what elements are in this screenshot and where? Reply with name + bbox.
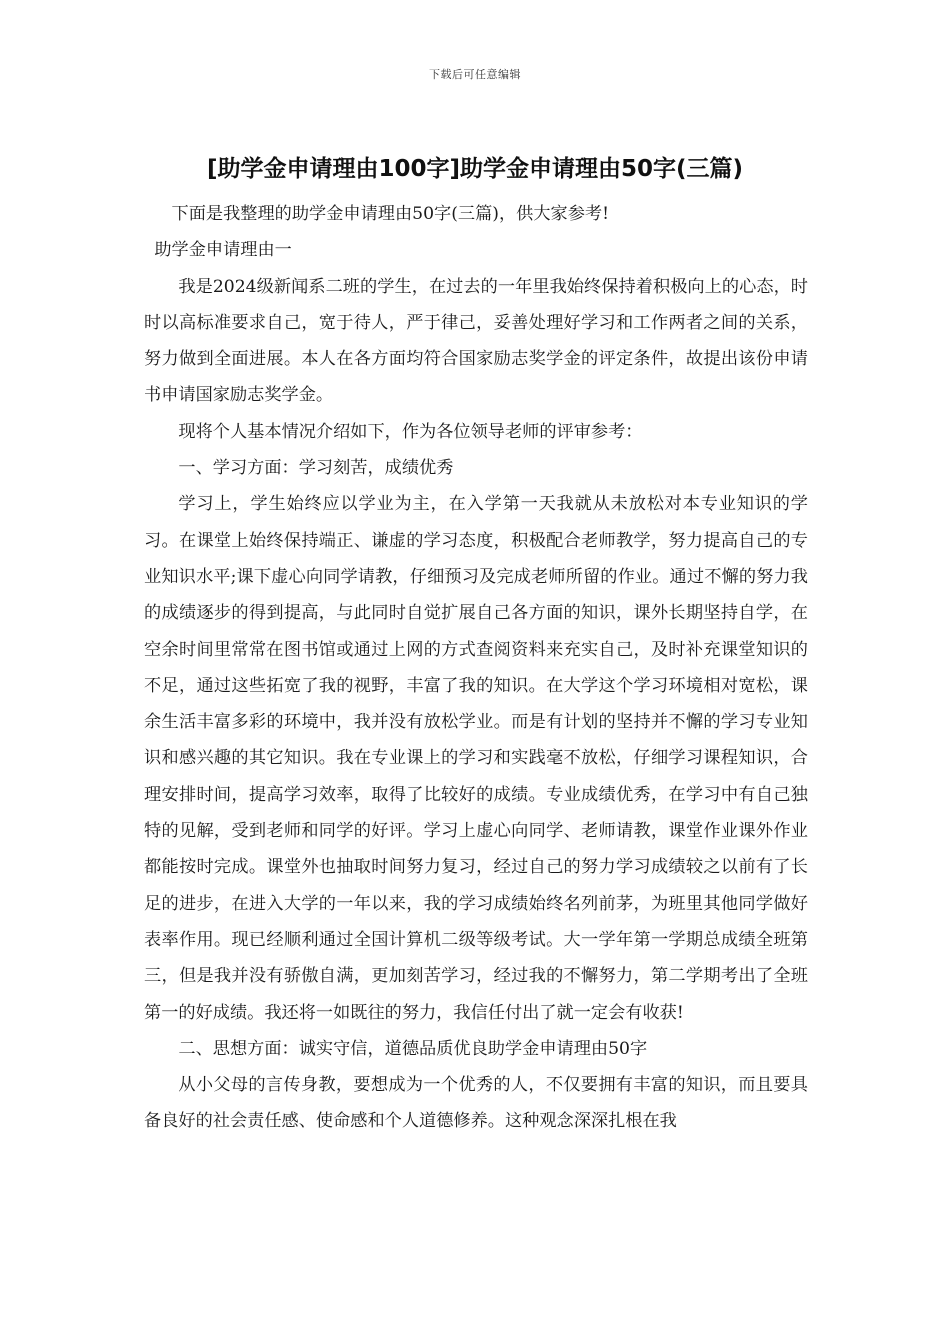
section-heading-1: 助学金申请理由一: [154, 240, 292, 261]
document-body: [144, 196, 808, 1140]
intro-paragraph: 下面是我整理的助学金申请理由50字(三篇)，供大家参考!: [171, 204, 610, 224]
subheading-study: 一、学习方面：学习刻苦，成绩优秀: [178, 458, 454, 479]
paragraph-2: 现将个人基本情况介绍如下，作为各位领导老师的评审参考：: [178, 421, 643, 442]
paragraph-3: 学习上，学生始终应以学业为主，在入学第一天我就从未放松对本专业知识的学习。在课堂上始终保持端正、谦虚的学习态度，积极配合老师教学，努力提高自己的专业知识水平;课下虚心向同学请教，仔细预习及完成老师所留的作业。通过不懈的努力我的成绩逐步的得到提高，与此同时自觉扩展自己各方面的知识，课外长期坚持自学，在空余时间里常常在图书馆或通过上网的方式查阅资料来充实自己，及时补充课堂知识的不足，通过这些拓宽了我的视野，丰富了我的知识。在大学这个学习环境相对宽松，课余生活丰富多彩的环境中，我并没有放松学业。而是有计划的坚持并不懈的学习专业知识和感兴趣的其它知识。我在专业课上的学习和实践毫不放松，仔细学习课程知识，合理安排时间，提高学习效率，取得了比较好的成绩。专业成绩优秀，在学习中有自己独特的见解，受到老师和同学的好评。学习上虚心向同学、老师请教，课堂作业课外作业都能按时完成。课堂外也抽取时间努力复习，经过自己的努力学习成绩较之以前有了长足的进步，在进入大学的一年以来，我的学习成绩始终名列前茅，为班里其他同学做好表率作用。现已经顺利通过全国计算机二级等级考试。大一学年第一学期总成绩全班第三，但是我并没有骄傲自满，更加刻苦学习，经过我的不懈努力，第二学期考出了全班第一的好成绩。我还将一如既往的努力，我信任付出了就一定会有收获!: [144, 494, 808, 1023]
paragraph-4: 从小父母的言传身教，要想成为一个优秀的人，不仅要拥有丰富的知识，而且要具备良好的社会责任感、使命感和个人道德修养。这种观念深深扎根在我: [144, 1075, 808, 1132]
header-note: 下载后可任意编辑: [429, 68, 521, 81]
paragraph-1: 我是2024级新闻系二班的学生，在过去的一年里我始终保持着积极向上的心态，时时以高标准要求自己，宽于待人，严于律己，妥善处理好学习和工作两者之间的关系，努力做到全面进展。本人在各方面均符合国家励志奖学金的评定条件，故提出该份申请书申请国家励志奖学金。: [144, 276, 808, 406]
subheading-thought: 二、思想方面：诚实守信，道德品质优良助学金申请理由50字: [178, 1038, 648, 1059]
document-title: [助学金申请理由100字]助学金申请理由50字(三篇): [206, 156, 744, 182]
